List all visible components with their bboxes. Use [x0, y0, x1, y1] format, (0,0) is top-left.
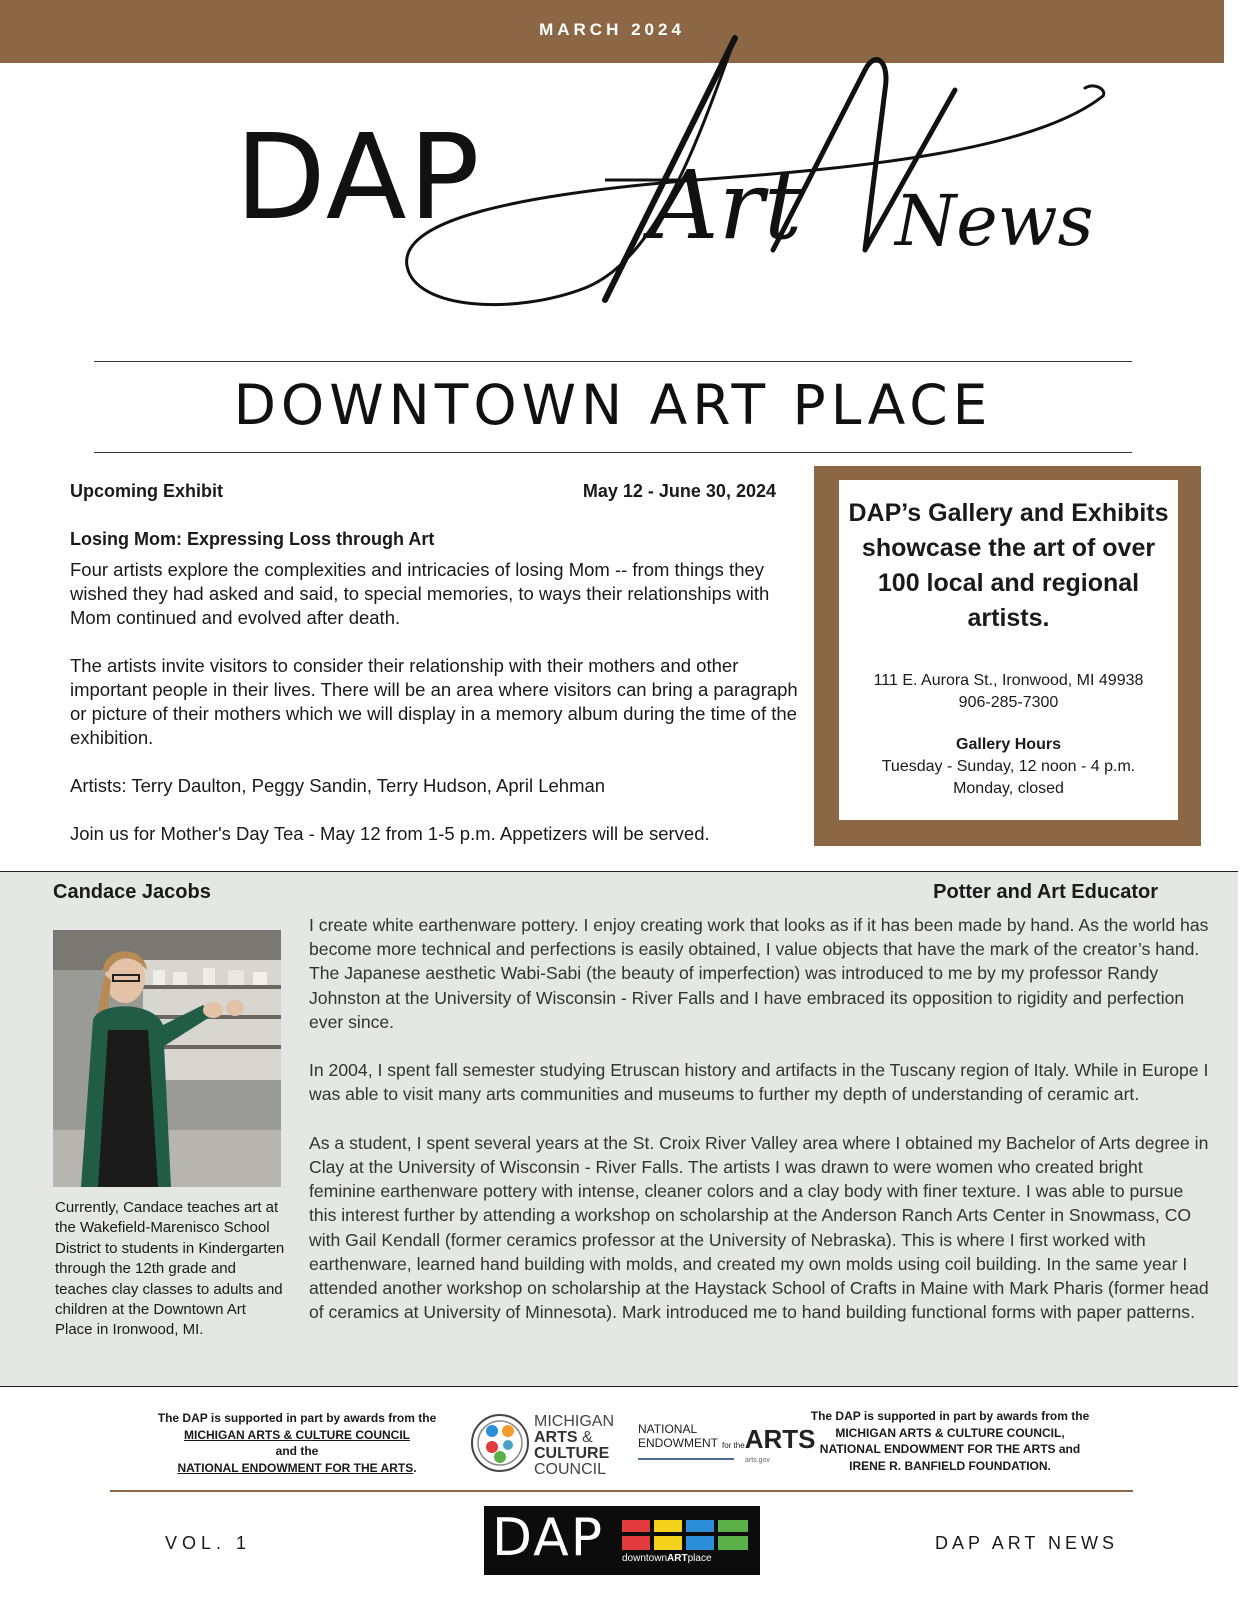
sponsor-right-line: The DAP is supported in part by awards from the	[810, 1409, 1090, 1423]
nea-gov: arts.gov	[745, 1457, 770, 1464]
sponsor-left-period: .	[413, 1460, 417, 1475]
dap-logo-sub-c: place	[687, 1553, 712, 1564]
gallery-phone: 906-285-7300	[958, 694, 1059, 711]
exhibit-title: Losing Mom: Expressing Loss through Art	[70, 529, 435, 549]
exhibit-artists: Artists: Terry Daulton, Peggy Sandin, Terry Hudson, April Lehman	[70, 775, 606, 796]
exhibit-paragraph: Four artists explore the complexities and intricacies of losing Mom -- from things they wished they had asked and said, to special memories, to ways their relationships with Mom continued and evolved after death.	[70, 559, 770, 628]
macc-amp: &	[582, 1429, 593, 1446]
org-name: DOWNTOWN ART PLACE	[233, 373, 993, 437]
sponsor-left-line: and the	[275, 1444, 319, 1458]
artist-paragraph: As a student, I spent several years at the St. Croix River Valley area where I obtained my Bachelor of Arts degree in Clay at the University of Wisconsin - River Falls. The artists I was drawn to were women who created bright feminine earthenware pottery with intense, cleaner colors and a clay body with finer texture. I was able to pursue this interest further by attending a workshop on scholarship at the Anderson Ranch Arts Center in Snowmass, CO with Gail Kendall (former ceramics professor at the University of Nebraska). This is where I first worked with earthenware, learned hand building with molds, and created my own molds using coil building. In the same year I attended another workshop on scholarship at the Haystack School of Crafts in Maine with Mark Pharis (former head of ceramics at University of Minnesota). Mark introduced me to hand building functional forms with paper patterns.	[309, 1132, 1209, 1323]
dap-logo-subtitle	[622, 1553, 712, 1564]
gallery-info-box	[839, 480, 1178, 820]
gallery-hours-closed: Monday, closed	[953, 780, 1064, 797]
masthead-art: Art	[650, 151, 803, 261]
macc-logo-text	[534, 1414, 614, 1478]
nea-for: for the	[722, 1441, 745, 1450]
gallery-address: 111 E. Aurora St., Ironwood, MI 49938	[873, 672, 1144, 689]
exhibit-dates: May 12 - June 30, 2024	[582, 481, 776, 501]
dap-logo-sub-a: downtown	[622, 1553, 668, 1564]
gallery-headline: DAP’s Gallery and Exhibits showcase the art of over 100 local and regional artists.	[848, 499, 1169, 632]
nea-line: NATIONAL	[638, 1422, 698, 1436]
issue-date: MARCH 2024	[539, 20, 685, 39]
dap-logo-text: DAP	[492, 1508, 605, 1568]
gallery-hours-open: Tuesday - Sunday, 12 noon - 4 p.m.	[881, 758, 1136, 775]
sponsor-right-line: NATIONAL ENDOWMENT FOR THE ARTS and	[819, 1442, 1081, 1456]
exhibit-event: Join us for Mother's Day Tea - May 12 from 1-5 p.m. Appetizers will be served.	[70, 823, 710, 844]
artist-paragraph: I create white earthenware pottery. I enjoy creating work that looks as if it has been made by hand. As the world has become more technical and perfections is easily obtained, I value objects that have the mark of the creator’s hand. The Japanese aesthetic Wabi-Sabi (the beauty of imperfection) was introduced to me by my professor Randy Johnston at the University of Wisconsin - River Falls and I have embraced its opposition to rigidity and perfection ever since.	[309, 915, 1209, 1032]
masthead-dap: DAP	[235, 108, 482, 246]
header-rule-top	[94, 361, 1132, 362]
exhibit-body	[70, 558, 800, 870]
header-rule-bottom	[94, 452, 1132, 453]
dap-logo-sub-b: ART	[667, 1553, 688, 1564]
masthead-script-art-news	[395, 30, 1145, 330]
sponsor-left-macc-link[interactable]: MICHIGAN ARTS & CULTURE COUNCIL	[184, 1427, 410, 1442]
sponsor-left-nea-link[interactable]: NATIONAL ENDOWMENT FOR THE ARTS	[177, 1460, 414, 1475]
artist-statement	[309, 913, 1209, 1349]
nea-logo-underline	[638, 1458, 734, 1460]
sponsor-right-line: IRENE R. BANFIELD FOUNDATION.	[849, 1458, 1051, 1473]
nea-line: ENDOWMENT	[638, 1436, 718, 1450]
nea-arts: ARTS	[744, 1424, 816, 1454]
sponsor-right-line: MICHIGAN ARTS & CULTURE COUNCIL,	[835, 1425, 1065, 1440]
artist-name: Candace Jacobs	[53, 881, 211, 903]
artist-paragraph: In 2004, I spent fall semester studying Etruscan history and artifacts in the Tuscany region of Italy. While in Europe I was able to visit many arts communities and museums to further my depth of understanding of ceramic art.	[309, 1060, 1209, 1105]
footer-rule	[110, 1490, 1133, 1492]
macc-line: COUNCIL	[534, 1461, 607, 1478]
gallery-hours-title: Gallery Hours	[956, 736, 1061, 753]
dap-logo-color-blocks-icon	[620, 1518, 752, 1552]
masthead-news: News	[895, 180, 1094, 262]
artist-photo-caption: Currently, Candace teaches art at the Wakefield-Marenisco School District to students in Kindergarten through the 12th grade and teaches clay classes to adults and children at the Downtown Art Place in Ironwood, MI.	[55, 1199, 285, 1339]
sponsor-note-right	[780, 1408, 1120, 1474]
sponsor-left-line: The DAP is supported in part by awards from the	[157, 1411, 437, 1425]
macc-line: CULTURE	[534, 1445, 610, 1462]
volume-label: VOL. 1	[165, 1533, 252, 1553]
macc-line: MICHIGAN	[534, 1413, 614, 1430]
macc-logo-icon	[470, 1413, 530, 1473]
exhibit-paragraph: The artists invite visitors to consider their relationship with their mothers and other important people in their lives. There will be an area where visitors can bring a paragraph or picture of their mothers which we will display in a memory album during the time of the exhibition.	[70, 655, 798, 748]
artist-photo	[53, 930, 281, 1187]
footer-title: DAP ART NEWS	[935, 1533, 1119, 1553]
nea-logo-text	[638, 1422, 718, 1450]
exhibit-label: Upcoming Exhibit	[70, 481, 223, 501]
artist-role: Potter and Art Educator	[933, 881, 1158, 903]
sponsor-note-left	[120, 1410, 474, 1476]
macc-line: ARTS	[534, 1429, 578, 1446]
